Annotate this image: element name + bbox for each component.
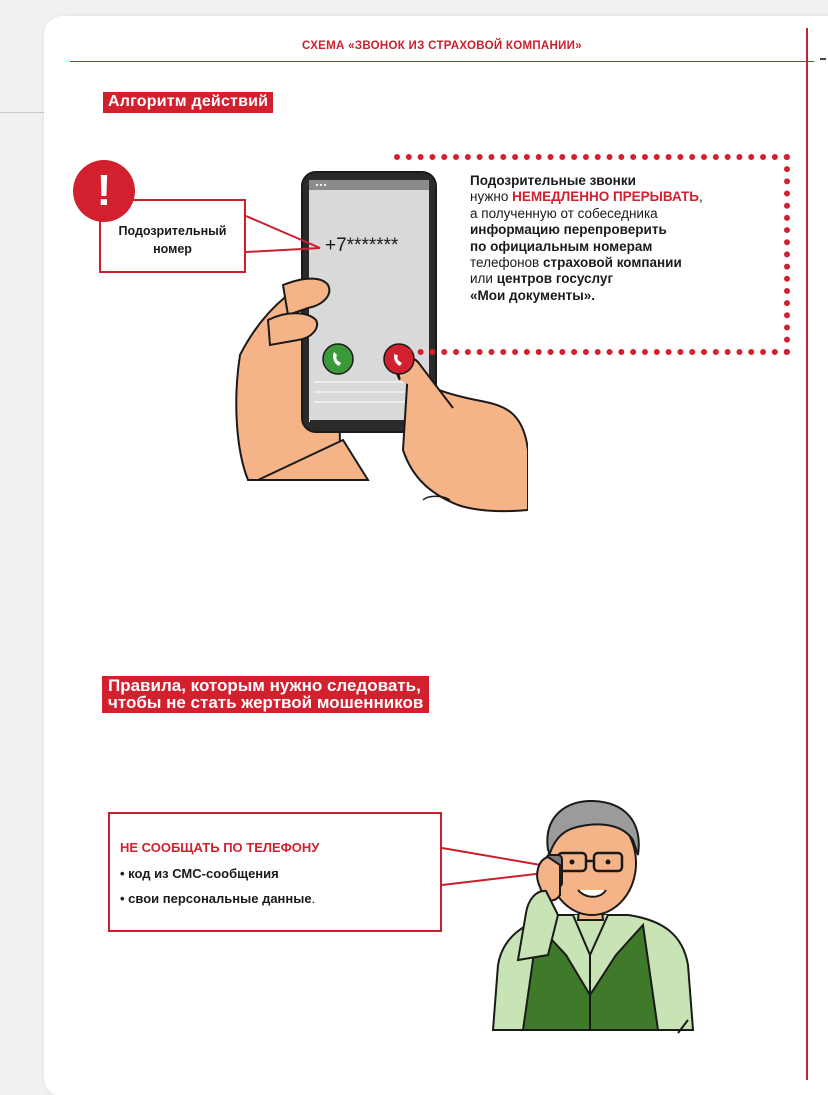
rule-item-2-text: • свои персональные данные xyxy=(120,891,312,906)
info-line-6b: страховой компании xyxy=(542,255,682,271)
section-label-rules xyxy=(102,676,429,713)
phone-number-display: +7******* xyxy=(325,235,399,256)
info-line-3: а полученную от собеседника xyxy=(470,205,658,221)
info-line-4: информацию перепроверить xyxy=(470,222,667,238)
section-label-algorithm: Алгоритм действий xyxy=(103,92,273,113)
connector-line xyxy=(244,210,324,260)
info-line-1: Подозрительные звонки xyxy=(470,173,636,188)
info-line-6a: телефонов xyxy=(470,255,543,271)
right-margin-tick xyxy=(820,58,826,60)
rule-item-1-text: • код из СМС-сообщения xyxy=(120,866,279,881)
info-text-block xyxy=(470,173,790,304)
info-line-2c: , xyxy=(699,189,703,205)
info-line-2a: нужно xyxy=(470,189,513,205)
suspicious-label-line1: Подозрительный xyxy=(118,224,227,238)
info-line-8: «Мои документы». xyxy=(470,287,596,303)
phone-accept-icon xyxy=(322,343,354,375)
suspicious-label-line2: номер xyxy=(153,242,192,256)
scheme-title: СХЕМА «ЗВОНОК ИЗ СТРАХОВОЙ КОМПАНИИ» xyxy=(302,40,582,52)
info-line-2-emphasis: НЕМЕДЛЕННО ПРЕРЫВАТЬ xyxy=(512,189,699,205)
suspicious-number-label xyxy=(99,222,246,258)
info-line-7a: или xyxy=(470,271,497,287)
info-line-7b: центров госуслуг xyxy=(496,271,614,287)
rule-item-personal-data xyxy=(120,891,315,906)
elderly-man-illustration xyxy=(488,795,702,1040)
rule-item-sms-code xyxy=(120,866,279,881)
info-line-5: по официальным номерам xyxy=(470,238,653,254)
rules-label-line1: Правила, которым нужно следовать, xyxy=(108,676,421,695)
rule-item-2-period: . xyxy=(311,891,316,906)
right-margin-rule xyxy=(806,28,808,1080)
header-rule xyxy=(70,61,814,62)
rule-title: НЕ СООБЩАТЬ ПО ТЕЛЕФОНУ xyxy=(120,840,320,855)
exclamation-icon: ! xyxy=(73,160,135,222)
rules-label-line2: чтобы не стать жертвой мошенников xyxy=(108,693,424,712)
